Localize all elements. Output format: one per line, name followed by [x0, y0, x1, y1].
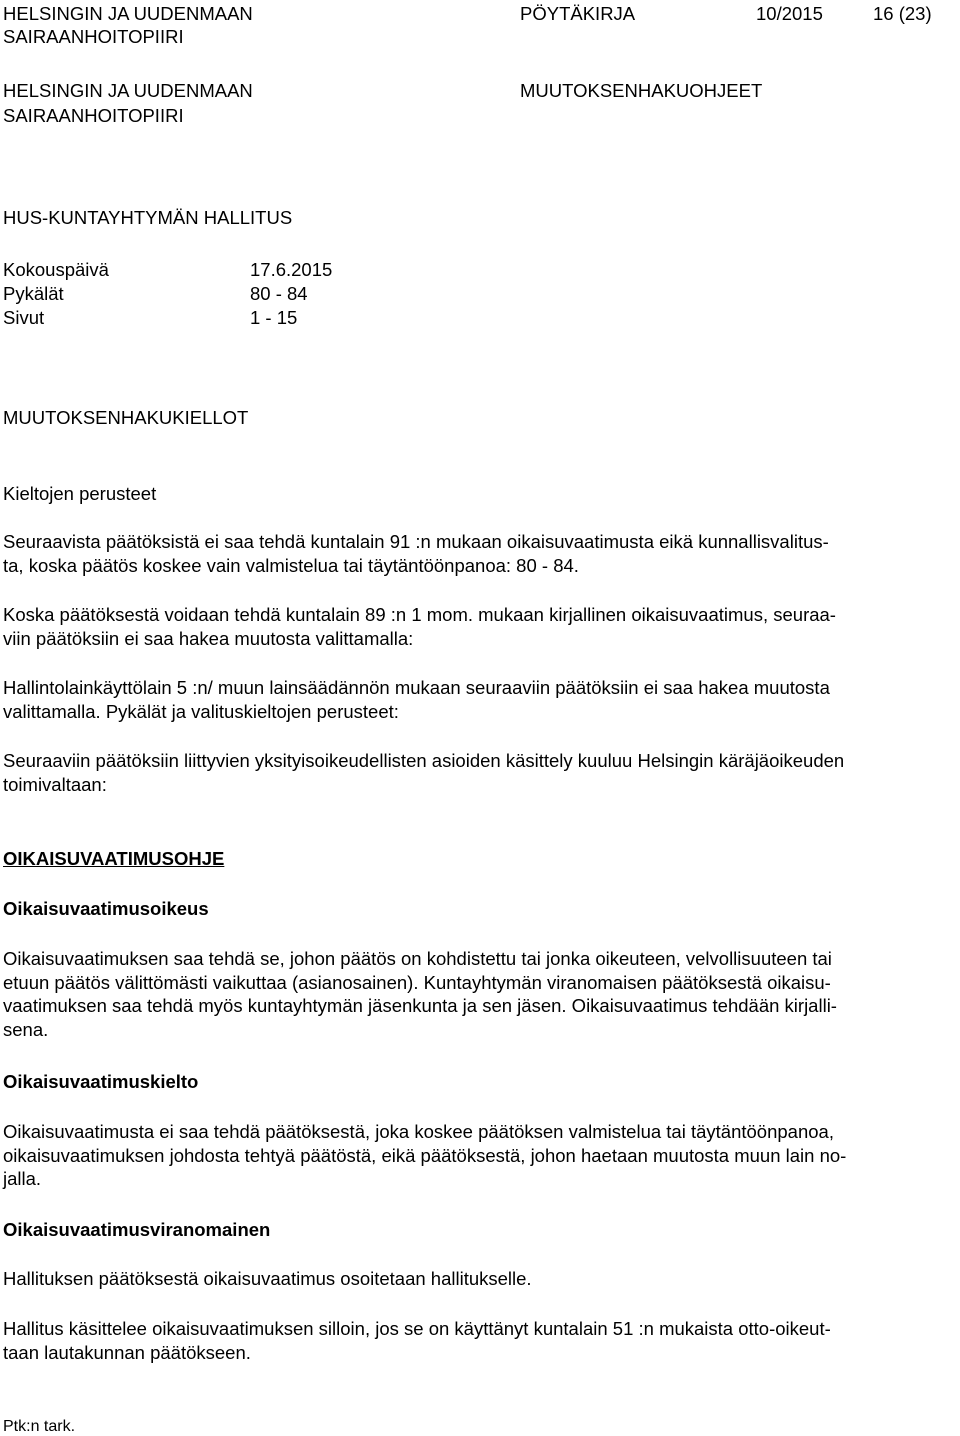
meeting-body: HUS-KUNTAYHTYMÄN HALLITUS	[3, 207, 293, 228]
meeting-date-value: 17.6.2015	[250, 259, 333, 280]
heading-rectification-ban: Oikaisuvaatimuskielto	[3, 1071, 199, 1092]
heading-rectification-authority: Oikaisuvaatimusviranomainen	[3, 1219, 271, 1240]
org2-name-line1: HELSINGIN JA UUDENMAAN	[3, 80, 253, 101]
paragraph-authority-2: Hallitus käsittelee oikaisuvaatimuksen silloin, jos se on käyttänyt kuntalain 51 :n mukaista otto-oikeut- taan lautakunnan päätökseen.	[3, 1318, 831, 1363]
sections-label: Pykälät	[3, 283, 64, 304]
org-name-line1: HELSINGIN JA UUDENMAAN	[3, 3, 253, 24]
meeting-date-label: Kokouspäivä	[3, 259, 109, 280]
document-number: 10/2015	[756, 3, 823, 24]
paragraph-rectification-right: Oikaisuvaatimuksen saa tehdä se, johon päätös on kohdistettu tai jonka oikeuteen, velvollisuuteen tai etuun päätös välittömästi vaikuttaa (asianosainen). Kuntayhtymän viranomaisen päätöksestä oikaisu- vaatimuksen saa tehdä myös kuntayhtymän jäsenkunta ja sen jäsen. Oikaisuvaatimus tehdään kirjalli- sena.	[3, 948, 837, 1040]
pages-label: Sivut	[3, 307, 45, 328]
paragraph-ban-1: Seuraavista päätöksistä ei saa tehdä kuntalain 91 :n mukaan oikaisuvaatimusta eikä kunnallisvalitus- ta, koska päätös koskee vain valmistelua tai täytäntöönpanoa: 80 - 84.	[3, 531, 829, 576]
org2-name-line2: SAIRAANHOITOPIIRI	[3, 105, 184, 126]
document-type: PÖYTÄKIRJA	[520, 3, 636, 24]
footer-continuation: Ptk:n tark.	[3, 1418, 76, 1435]
heading-rectification-instructions: OIKAISUVAATIMUSOHJE	[3, 848, 225, 869]
section-title: MUUTOKSENHAKUOHJEET	[520, 80, 763, 101]
paragraph-rectification-ban: Oikaisuvaatimusta ei saa tehdä päätöksestä, joka koskee päätöksen valmistelua tai täytäntöönpanoa, oikaisuvaatimuksen johdosta tehtyä päätöstä, eikä päätöksestä, johon haetaan muutosta muun lain no- jalla.	[3, 1121, 847, 1189]
heading-appeal-bans: MUUTOKSENHAKUKIELLOT	[3, 407, 249, 428]
sections-value: 80 - 84	[250, 283, 308, 304]
paragraph-ban-2: Koska päätöksestä voidaan tehdä kuntalain 89 :n 1 mom. mukaan kirjallinen oikaisuvaatimus, seuraa- viin päätöksiin ei saa hakea muutosta valittamalla:	[3, 604, 836, 649]
heading-rectification-right: Oikaisuvaatimusoikeus	[3, 898, 209, 919]
paragraph-ban-4: Seuraaviin päätöksiin liittyvien yksityisoikeudellisten asioiden käsittely kuuluu Helsingin käräjäoikeuden toimivaltaan:	[3, 750, 845, 795]
paragraph-ban-3: Hallintolainkäyttölain 5 :n/ muun lainsäädännön mukaan seuraaviin päätöksiin ei saa hakea muutosta valittamalla. Pykälät ja valituskieltojen perusteet:	[3, 677, 830, 722]
paragraph-authority-1: Hallituksen päätöksestä oikaisuvaatimus osoitetaan hallitukselle.	[3, 1268, 532, 1289]
page-number: 16 (23)	[873, 3, 932, 24]
pages-value: 1 - 15	[250, 307, 298, 328]
heading-ban-grounds: Kieltojen perusteet	[3, 483, 157, 504]
org-name-line2: SAIRAANHOITOPIIRI	[3, 26, 184, 47]
